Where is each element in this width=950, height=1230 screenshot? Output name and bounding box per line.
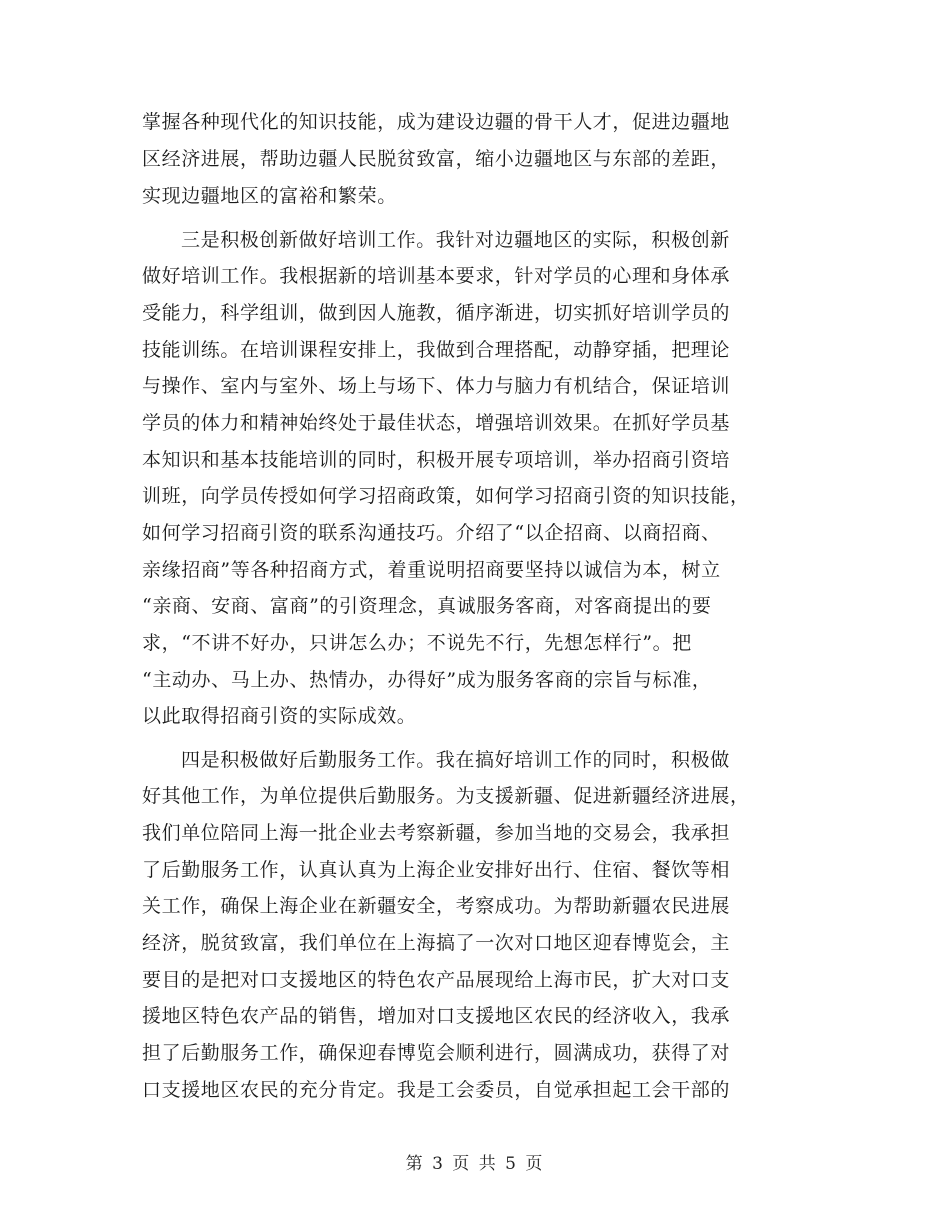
text-line: 如何学习招商引资的联系沟通技巧。介绍了“以企招商、以商招商、 [142,522,721,544]
text-line: 援地区特色农产品的销售，增加对口支援地区农民的经济收入，我承 [142,1005,731,1027]
text-line: 口支援地区农民的充分肯定。我是工会委员，自觉承担起工会干部的 [142,1079,731,1101]
text-line: 受能力，科学组训，做到因人施教，循序渐进，切实抓好培训学员的 [142,302,731,324]
text-line: 与操作、室内与室外、场上与场下、体力与脑力有机结合，保证培训 [142,375,731,397]
text-line: 实现边疆地区的富裕和繁荣。 [142,185,397,207]
text-line: 掌握各种现代化的知识技能，成为建设边疆的骨干人才，促进边疆地 [142,111,731,133]
text-line: 亲缘招商”等各种招商方式，着重说明招商要坚持以诚信为本，树立 [142,559,721,581]
text-line: 我们单位陪同上海一批企业去考察新疆，参加当地的交易会，我承担 [142,822,731,844]
text-line: 以此取得招商引资的实际成效。 [142,705,417,727]
text-line: “主动办、马上办、热情办，办得好”成为服务客商的宗旨与标准， [142,669,712,691]
paragraph-start-line: 三是积极创新做好培训工作。我针对边疆地区的实际，积极创新 [181,229,730,251]
text-line: 了后勤服务工作，认真认真为上海企业安排好出行、住宿、餐饮等相 [142,859,731,881]
text-line: 训班，向学员传授如何学习招商政策，如何学习招商引资的知识技能， [142,485,750,507]
text-line: 好其他工作，为单位提供后勤服务。为支援新疆、促进新疆经济进展， [142,785,750,807]
text-line: 本知识和基本技能培训的同时，积极开展专项培训，举办招商引资培 [142,449,731,471]
page-number-footer: 第 3 页 共 5 页 [405,1154,545,1174]
paragraph-start-line: 四是积极做好后勤服务工作。我在搞好培训工作的同时，积极做 [181,749,730,771]
text-line: 求，“不讲不好办，只讲怎么办；不说先不行，先想怎样行”。把 [142,632,692,654]
text-line: 担了后勤服务工作，确保迎春博览会顺利进行，圆满成功，获得了对 [142,1042,731,1064]
text-line: 要目的是把对口支援地区的特色农产品展现给上海市民，扩大对口支 [142,969,731,991]
text-line: 关工作，确保上海企业在新疆安全，考察成功。为帮助新疆农民进展 [142,895,731,917]
text-line: 做好培训工作。我根据新的培训基本要求，针对学员的心理和身体承 [142,265,731,287]
text-line: 技能训练。在培训课程安排上，我做到合理搭配，动静穿插，把理论 [142,339,731,361]
text-line: “亲商、安商、富商”的引资理念，真诚服务客商，对客商提出的要 [142,595,712,617]
text-line: 经济，脱贫致富，我们单位在上海搞了一次对口地区迎春博览会，主 [142,932,731,954]
text-line: 区经济进展，帮助边疆人民脱贫致富，缩小边疆地区与东部的差距， [142,148,731,170]
text-line: 学员的体力和精神始终处于最佳状态，增强培训效果。在抓好学员基 [142,412,731,434]
